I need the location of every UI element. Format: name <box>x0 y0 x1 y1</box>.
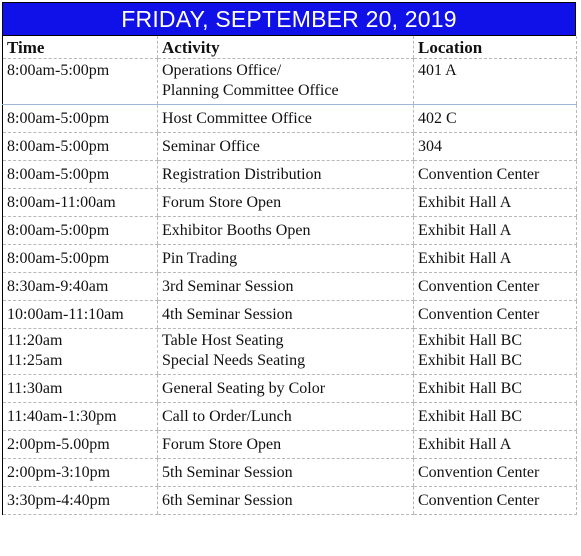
time-cell-text: 11:30am <box>7 380 63 397</box>
time-cell <box>3 487 158 515</box>
table-row <box>3 105 577 133</box>
time-cell <box>3 133 158 161</box>
location-cell <box>414 273 577 301</box>
activity-cell-text: Operations Office/ <box>162 62 282 79</box>
activity-cell-text: 5th Seminar Session <box>162 464 293 481</box>
time-cell <box>3 189 158 217</box>
table-row <box>3 459 577 487</box>
location-cell-text: Convention Center <box>418 306 540 323</box>
time-cell <box>3 403 158 431</box>
activity-cell <box>158 375 414 403</box>
time-cell-text: 11:25am <box>7 352 63 369</box>
location-cell <box>414 161 577 189</box>
activity-cell-text: Forum Store Open <box>162 194 282 211</box>
activity-cell-text: General Seating by Color <box>162 380 326 397</box>
location-cell-text: Convention Center <box>418 464 540 481</box>
location-cell-text: Exhibit Hall BC <box>418 332 522 349</box>
header-location: Location <box>414 36 577 59</box>
location-cell <box>414 217 577 245</box>
table-row <box>3 431 577 459</box>
time-cell-text: 3:30pm-4:40pm <box>7 492 111 509</box>
location-cell-text: Convention Center <box>418 166 540 183</box>
time-cell <box>3 431 158 459</box>
time-cell-text: 2:00pm-3:10pm <box>7 464 111 481</box>
location-cell <box>414 375 577 403</box>
time-cell <box>3 217 158 245</box>
time-cell-text: 11:40am-1:30pm <box>7 408 117 425</box>
location-cell-text: Exhibit Hall A <box>418 222 512 239</box>
location-cell-text: Exhibit Hall BC <box>418 352 522 369</box>
table-row <box>3 329 577 375</box>
location-cell <box>414 105 577 133</box>
time-cell <box>3 59 158 105</box>
activity-cell-text: 4th Seminar Session <box>162 306 293 323</box>
time-cell <box>3 273 158 301</box>
location-cell <box>414 431 577 459</box>
table-row <box>3 133 577 161</box>
activity-cell <box>158 459 414 487</box>
location-cell-text: Exhibit Hall A <box>418 194 512 211</box>
location-cell <box>414 133 577 161</box>
location-cell-text: 304 <box>418 138 442 155</box>
time-cell <box>3 375 158 403</box>
activity-cell <box>158 273 414 301</box>
table-row <box>3 189 577 217</box>
time-cell-text: 11:20am <box>7 332 63 349</box>
location-cell <box>414 301 577 329</box>
time-cell-text: 10:00am-11:10am <box>7 306 124 323</box>
activity-cell-text: 3rd Seminar Session <box>162 278 294 295</box>
time-cell-text: 8:30am-9:40am <box>7 278 109 295</box>
schedule-table <box>2 36 577 515</box>
time-cell-text: 8:00am-5:00pm <box>7 166 110 183</box>
schedule-body <box>3 59 577 515</box>
location-cell-text: 402 C <box>418 110 457 127</box>
activity-cell <box>158 431 414 459</box>
activity-cell <box>158 189 414 217</box>
header-activity: Activity <box>158 36 414 59</box>
activity-cell <box>158 329 414 375</box>
time-cell <box>3 105 158 133</box>
time-cell-text: 8:00am-5:00pm <box>7 110 110 127</box>
activity-cell <box>158 403 414 431</box>
table-row <box>3 375 577 403</box>
time-cell-text: 8:00am-11:00am <box>7 194 116 211</box>
activity-cell <box>158 133 414 161</box>
time-cell <box>3 329 158 375</box>
location-cell-text: Exhibit Hall BC <box>418 408 522 425</box>
time-cell-text: 8:00am-5:00pm <box>7 250 110 267</box>
activity-cell <box>158 217 414 245</box>
activity-cell <box>158 59 414 105</box>
activity-cell-text: Seminar Office <box>162 138 260 155</box>
time-cell-text: 8:00am-5:00pm <box>7 138 110 155</box>
time-cell-text: 2:00pm-5.00pm <box>7 436 110 453</box>
time-cell <box>3 161 158 189</box>
time-cell <box>3 245 158 273</box>
location-cell-text: Exhibit Hall BC <box>418 380 522 397</box>
location-cell <box>414 329 577 375</box>
table-row <box>3 245 577 273</box>
table-header-row <box>3 36 577 59</box>
time-cell <box>3 459 158 487</box>
activity-cell-text: Special Needs Seating <box>162 352 306 369</box>
location-cell <box>414 189 577 217</box>
table-row <box>3 403 577 431</box>
table-row <box>3 161 577 189</box>
activity-cell-text: 6th Seminar Session <box>162 492 293 509</box>
activity-cell-text: Forum Store Open <box>162 436 282 453</box>
time-cell-text: 8:00am-5:00pm <box>7 222 110 239</box>
location-cell <box>414 245 577 273</box>
location-cell <box>414 487 577 515</box>
location-cell-text: 401 A <box>418 62 457 79</box>
location-cell <box>414 59 577 105</box>
location-cell <box>414 403 577 431</box>
table-row <box>3 487 577 515</box>
table-row <box>3 301 577 329</box>
location-cell-text: Exhibit Hall A <box>418 250 512 267</box>
activity-cell <box>158 161 414 189</box>
table-row <box>3 217 577 245</box>
activity-cell-text: Host Committee Office <box>162 110 312 127</box>
table-row <box>3 273 577 301</box>
activity-cell-text: Registration Distribution <box>162 166 322 183</box>
location-cell-text: Convention Center <box>418 492 540 509</box>
activity-cell <box>158 105 414 133</box>
activity-cell <box>158 487 414 515</box>
location-cell <box>414 459 577 487</box>
activity-cell-text: Planning Committee Office <box>162 82 339 99</box>
activity-cell-text: Pin Trading <box>162 250 238 267</box>
activity-cell-text: Table Host Seating <box>162 332 284 349</box>
table-row <box>3 59 577 105</box>
location-cell-text: Convention Center <box>418 278 540 295</box>
time-cell-text: 8:00am-5:00pm <box>7 62 110 79</box>
schedule-page <box>2 2 576 515</box>
time-cell <box>3 301 158 329</box>
activity-cell <box>158 301 414 329</box>
day-title-banner: FRIDAY, SEPTEMBER 20, 2019 <box>2 2 576 36</box>
activity-cell-text: Call to Order/Lunch <box>162 408 292 425</box>
location-cell-text: Exhibit Hall A <box>418 436 512 453</box>
header-time: Time <box>3 36 158 59</box>
activity-cell-text: Exhibitor Booths Open <box>162 222 311 239</box>
activity-cell <box>158 245 414 273</box>
